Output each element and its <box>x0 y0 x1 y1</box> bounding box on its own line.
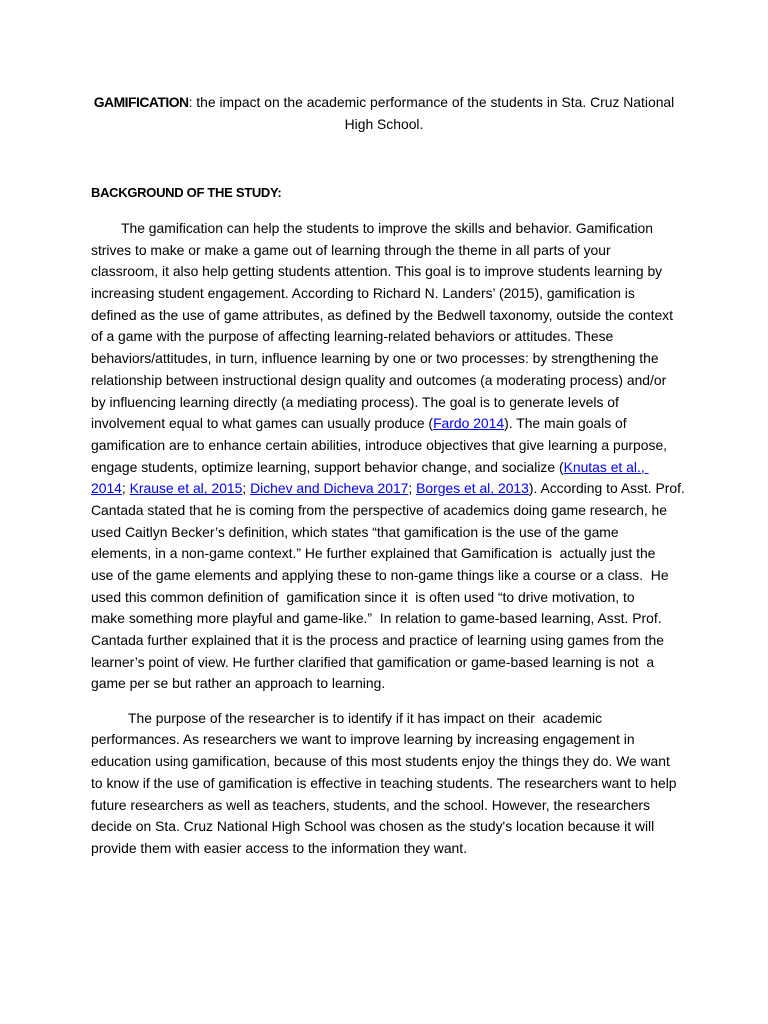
paragraph-line: increasing student engagement. According to Richard N. Landers’ (2015), gamification is <box>91 285 635 302</box>
citation-link[interactable]: Dichev and Dicheva 2017 <box>250 480 409 497</box>
paragraph-line: defined as the use of game attributes, as defined by the Bedwell taxonomy, outside the context <box>91 306 673 323</box>
paragraph-line: use of the game elements and applying these to non-game things like a course or a class. He <box>91 567 669 584</box>
paragraph-line: to know if the use of gamification is effective in teaching students. The researchers want to help <box>91 774 677 791</box>
title-line <box>91 92 677 114</box>
citation-link[interactable]: 2014 <box>91 480 122 497</box>
paragraph-line: strives to make or make a game out of learning through the theme in all parts of your <box>91 241 611 258</box>
line-text: ; <box>408 480 417 497</box>
document-body <box>91 92 685 860</box>
paragraph-line: make something more playful and game-like.” In relation to game-based learning, Asst. Prof. <box>91 610 662 627</box>
paragraph-line: used this common definition of gamification since it is often used “to drive motivation, to <box>91 588 635 605</box>
paragraph-line: Cantada stated that he is coming from the perspective of academics doing game research, he <box>91 501 668 518</box>
paragraph-line: performances. As researchers we want to improve learning by increasing engagement in <box>91 731 635 748</box>
paragraph-line: learner’s point of view. He further clarified that gamification or game-based learning is not a <box>91 653 655 670</box>
line-text: ; <box>121 480 130 497</box>
paragraph-line: The gamification can help the students to improve the skills and behavior. Gamification <box>121 220 653 237</box>
paragraph-line <box>91 413 677 435</box>
paragraph-line: Cantada further explained that it is the process and practice of learning using games from the <box>91 632 664 649</box>
paragraph-line: classroom, it also help getting students attention. This goal is to improve students learning by <box>91 263 663 280</box>
section-heading: BACKGROUND OF THE STUDY: <box>91 185 282 201</box>
paragraph-line: future researchers as well as teachers, students, and the school. However, the researchers <box>91 796 650 813</box>
line-text: ). According to Asst. Prof. <box>528 480 685 497</box>
line-text: ). The main goals of <box>504 415 627 432</box>
paragraph-line: relationship between instructional design quality and outcomes (a moderating process) and/or <box>91 371 667 388</box>
paragraph-line: behaviors/attitudes, in turn, influence learning by one or two processes: by strengthening the <box>91 350 659 367</box>
citation-link[interactable]: Fardo 2014 <box>433 415 505 432</box>
line-text: involvement equal to what games can usually produce ( <box>91 415 434 432</box>
paragraph-line: used Caitlyn Becker’s definition, which states “that gamification is the use of the game <box>91 523 619 540</box>
paragraph-line: decide on Sta. Cruz National High School was chosen as the study's location because it will <box>91 818 655 835</box>
paragraph-line: education using gamification, because of this most students enjoy the things they do. We want <box>91 753 670 770</box>
paragraph-line <box>91 457 677 479</box>
paragraph <box>91 708 677 860</box>
citation-link[interactable]: Krause et al, 2015 <box>129 480 243 497</box>
line-text: ; <box>242 480 251 497</box>
title-line: High School. <box>344 115 424 132</box>
title-keyword: GAMIFICATION <box>93 94 189 110</box>
paragraph <box>91 218 685 695</box>
paragraph-line: of a game with the purpose of affecting learning-related behaviors or attitudes. These <box>91 328 614 345</box>
paragraph-line: gamification are to enhance certain abilities, introduce objectives that give learning a purpose, <box>91 436 668 453</box>
line-text: engage students, optimize learning, support behavior change, and socialize ( <box>91 458 564 475</box>
paragraph-line: game per se but rather an approach to learning. <box>91 675 386 692</box>
citation-link[interactable]: Borges et al, 2013 <box>416 480 529 497</box>
paragraph-line <box>91 478 685 500</box>
title-text: : the impact on the academic performance of the students in Sta. Cruz National <box>188 94 675 110</box>
paragraph-line: elements, in a non-game context.” He further explained that Gamification is actually just the <box>91 545 656 562</box>
paragraph-line: provide them with easier access to the information they want. <box>91 839 468 856</box>
paragraph-line: by influencing learning directly (a mediating process). The goal is to generate levels of <box>91 393 619 410</box>
document-title <box>91 92 677 135</box>
citation-link[interactable]: Knutas et al., <box>563 458 649 475</box>
paragraph-line: The purpose of the researcher is to identify if it has impact on their academic <box>128 709 603 726</box>
